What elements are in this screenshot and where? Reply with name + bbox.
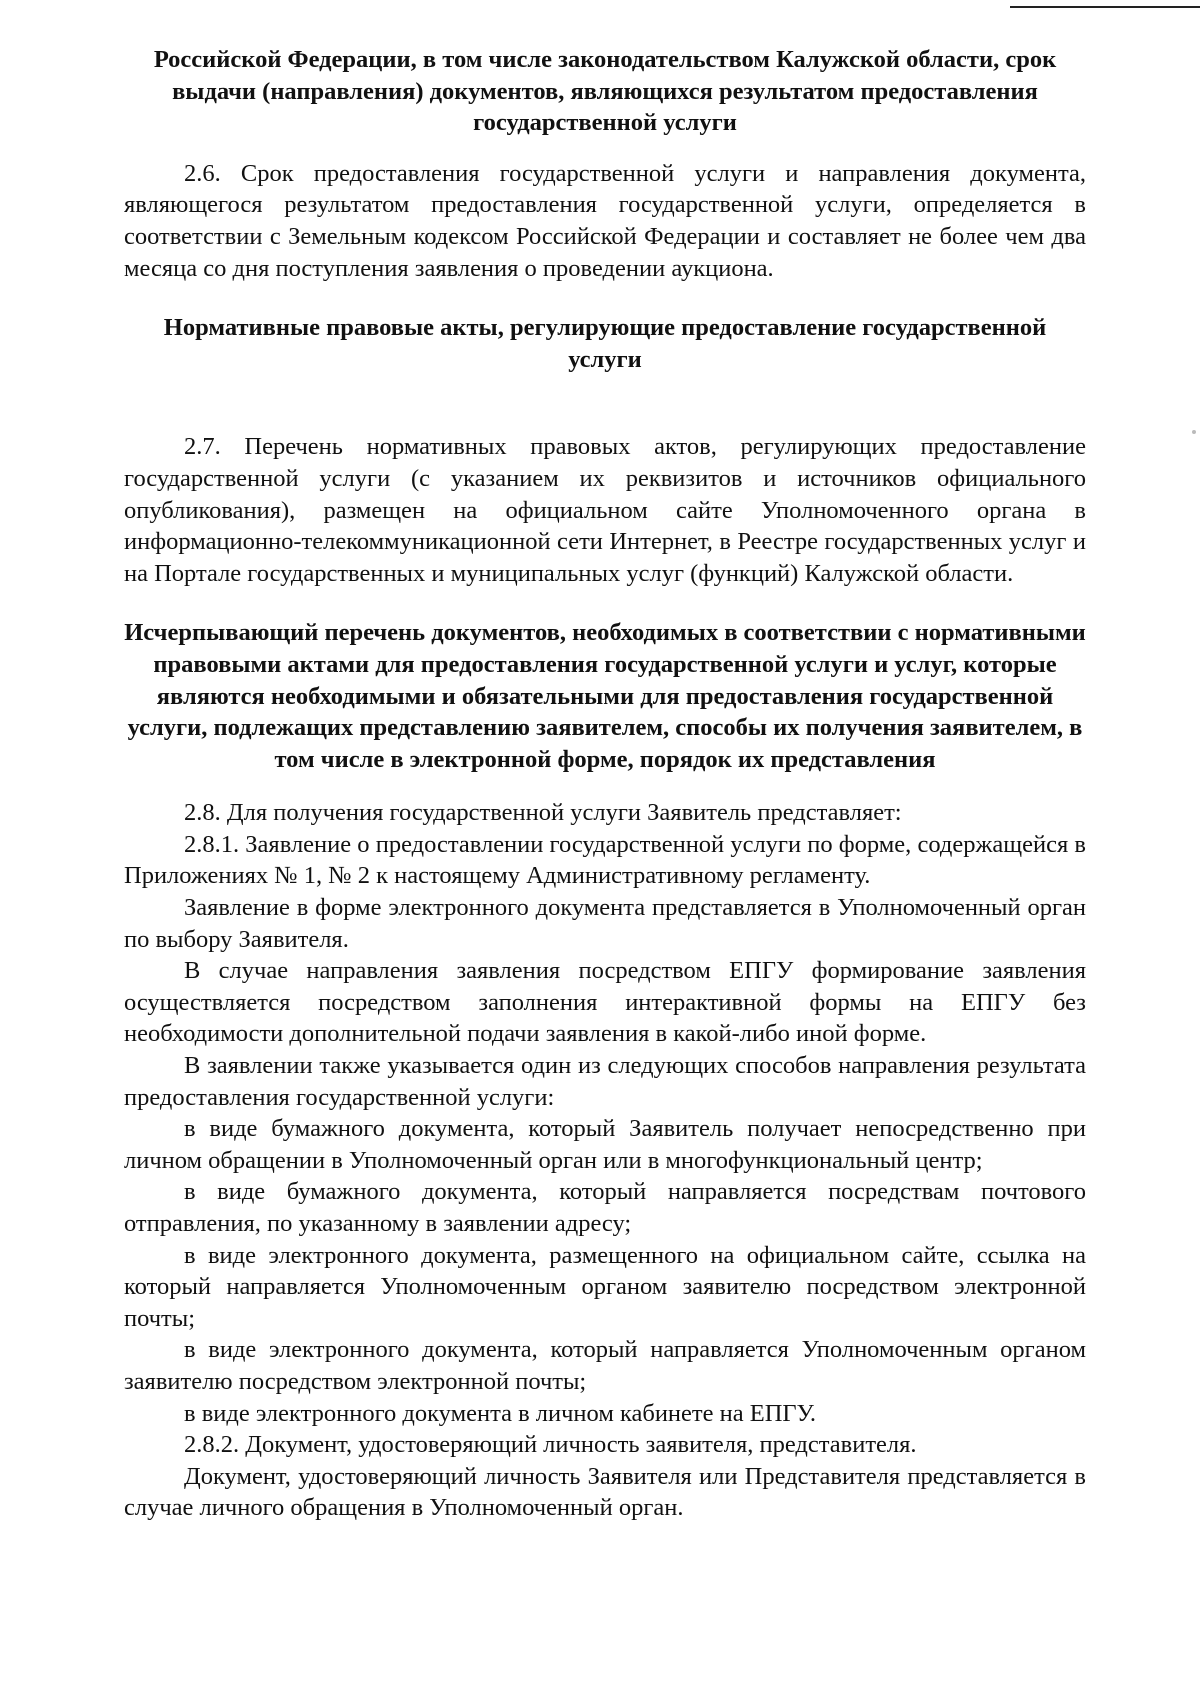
paragraph-method-paper-personal: в виде бумажного документа, который Заявитель получает непосредственно при личном обращении в Уполномоченный орган или в многофункциональный центр; [124, 1115, 1086, 1174]
section-heading-documents-list: Исчерпывающий перечень документов, необходимых в соответствии с нормативными правовыми актами для предоставления государственной услуги и услуг, которые являются необходимыми и обязательными для предоставления государственной услуги, подлежащих представлению заявителем, способы их получения заявителем, в том числе в электронной форме, порядок их представления [124, 619, 1086, 773]
section-heading-deadline: Российской Федерации, в том числе законодательством Калужской области, срок выдачи (направления) документов, являющихся результатом предоставления государственной услуги [153, 46, 1057, 137]
paragraph-result-methods: В заявлении также указывается один из следующих способов направления результата предоставления государственной услуги: [124, 1052, 1086, 1111]
paragraph-2-7: 2.7. Перечень нормативных правовых актов, регулирующих предоставление государственной услуги (с указанием их реквизитов и источников официального опубликования), размещен на официальном сайте Уполномоченного органа в информационно-телекоммуникационной сети Интернет, в Реестре государственных услуг и на Портале государственных и муниципальных услуг (функций) Калужской области. [124, 433, 1086, 587]
paragraph-2-6: 2.6. Срок предоставления государственной услуги и направления документа, являющегося результатом предоставления государственной услуги, определяется в соответствии с Земельным кодексом Российской Федерации и составляет не более чем два месяца со дня поступления заявления о проведении аукциона. [124, 159, 1086, 282]
paragraph-method-paper-post: в виде бумажного документа, который направляется посредствам почтового отправления, по указанному в заявлении адресу; [124, 1178, 1086, 1237]
top-edge-rule [1010, 6, 1200, 8]
paragraph-electronic-form: Заявление в форме электронного документа представляется в Уполномоченный орган по выбору Заявителя. [124, 894, 1086, 953]
paragraph-2-8: 2.8. Для получения государственной услуги Заявитель представляет: [184, 799, 902, 827]
section-heading-legal-acts: Нормативные правовые акты, регулирующие предоставление государственной услуги [163, 314, 1047, 373]
paragraph-epgu: В случае направления заявления посредством ЕПГУ формирование заявления осуществляется посредством заполнения интерактивной формы на ЕПГУ без необходимости дополнительной подачи заявления в какой-либо иной форме. [124, 957, 1086, 1048]
paragraph-method-electronic-email: в виде электронного документа, который направляется Уполномоченным органом заявителю посредством электронной почты; [124, 1336, 1086, 1395]
document-page [124, 44, 1086, 1524]
paragraph-2-8-1: 2.8.1. Заявление о предоставлении государственной услуги по форме, содержащейся в Приложениях № 1, № 2 к настоящему Административному регламенту. [124, 830, 1086, 890]
paragraph-method-electronic-site: в виде электронного документа, размещенного на официальном сайте, ссылка на который направляется Уполномоченным органом заявителю посредством электронной почты; [124, 1241, 1086, 1332]
paragraph-identity-document: Документ, удостоверяющий личность Заявителя или Представителя представляется в случае личного обращения в Уполномоченный орган. [124, 1462, 1086, 1522]
paragraph-2-8-2: 2.8.2. Документ, удостоверяющий личность заявителя, представителя. [184, 1431, 917, 1459]
paragraph-method-electronic-cabinet: в виде электронного документа в личном кабинете на ЕПГУ. [184, 1399, 817, 1427]
scan-speck [1192, 430, 1196, 434]
